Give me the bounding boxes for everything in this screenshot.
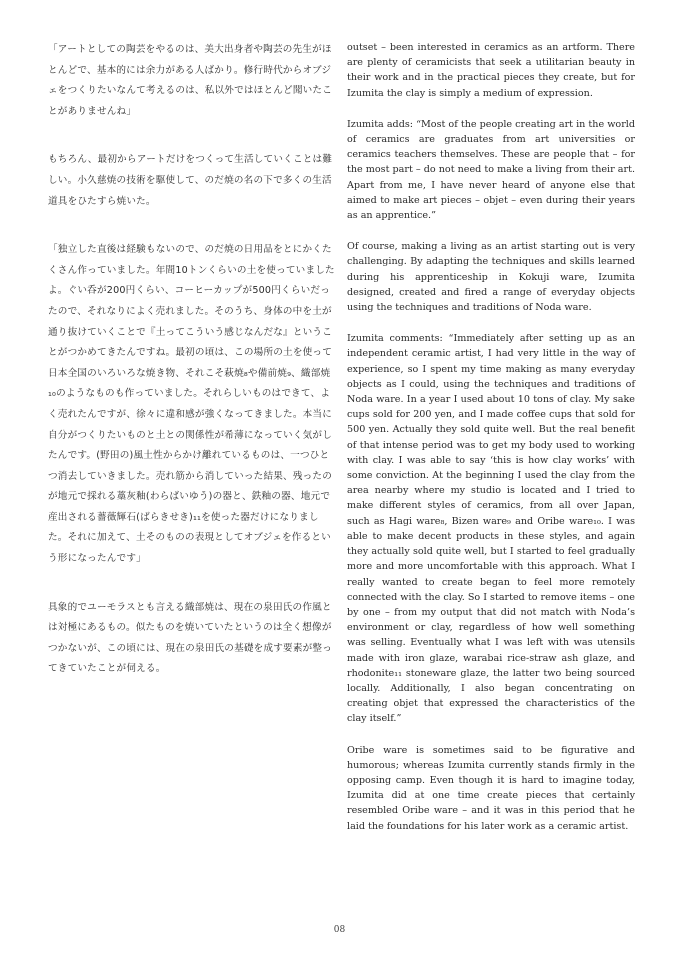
japanese-text-column bbox=[48, 40, 336, 708]
en-paragraph-2: Izumita adds: “Most of the people creating art in the world of ceramics are graduates from art universities or ceramics teachers themselves. These are people that – for the most part – do not need to make a living from their art. Apart from me, I have never heard of anyone else that aimed to make art pieces – objet – even during their years as an apprentice.” bbox=[347, 118, 635, 222]
jp-paragraph-3: 「独立した直後は経験もないので、のだ焼の日用品をとにかくたくさん作っていました。年間10トンくらいの土を使っていましたよ。ぐい呑が200円くらい、コーヒーカップが500円くらいだったので、それなりによく売れました。そのうち、身体の中を土が通り抜けていくことで『土ってこういう感じなんだな』ということがつかめてきたんですね。最初の頃は、この場所の土を使って日本全国のいろいろな焼き物、それこそ萩焼₈や備前焼₉、織部焼₁₀のようなものも作っていました。それらしいものはできて、よく売れたんですが、徐々に違和感が強くなってきました。本当に自分がつくりたいものと土との関係性が希薄になっていく気がしたんです。(野田の)風土性からかけ離れているものは、一つひとつ消去していきました。売れ筋から消していった結果、残ったのが地元で採れる藁灰釉(わらばいゆう)の器と、鉄釉の器、地元で産出される薔薇輝石(ばらきせき)₁₁を使った器だけになりました。それに加えて、土そのものの表現としてオブジェを作るという形になったんです」 bbox=[48, 244, 335, 565]
en-paragraph-5: Oribe ware is sometimes said to be figurative and humorous; whereas Izumita currently stands firmly in the opposing camp. Even though it is hard to imagine today, Izumita did at one time create pieces that certainly resembled Oribe ware – and it was in this period that he laid the foundations for his later work as a ceramic artist. bbox=[347, 744, 635, 832]
english-text-column bbox=[347, 40, 635, 850]
jp-paragraph-2: もちろん、最初からアートだけをつくって生活していくことは難しい。小久慈焼の技術を駆使して、のだ焼の名の下で多くの生活道具をひたすら焼いた。 bbox=[48, 154, 333, 207]
page-number: 08 bbox=[333, 925, 346, 935]
jp-paragraph-1: 「アートとしての陶芸をやるのは、美大出身者や陶芸の先生がほとんどで、基本的には余力がある人ばかり。修行時代からオブジェをつくりたいなんて考えるのは、私以外ではほとんど聞いたことがありませんね」 bbox=[48, 44, 333, 117]
jp-paragraph-4: 具象的でユーモラスとも言える織部焼は、現在の泉田氏の作風とは対極にあるもの。似たものを焼いていたというのは全く想像がつかないが、この頃には、現在の泉田氏の基礎を成す要素が整ってきていたことが伺える。 bbox=[48, 601, 333, 675]
en-paragraph-1: outset – been interested in ceramics as an artform. There are plenty of ceramicists that seek a utilitarian beauty in their work and in the practical pieces they create, but for Izumita the clay is simply a medium of expression. bbox=[347, 42, 635, 99]
en-paragraph-4: Izumita comments: “Immediately after setting up as an independent ceramic artist, I had very little in the way of experience, so I spent my time making as many everyday objects as I could, using the techniques and traditions of Noda ware. In a year I used about 10 tons of clay. My sake cups sold for 200 yen, and I made coffee cups that sold for 500 yen. Actually they sold quite well. But the real benefit of that intense period was to get my body used to working with clay. I was able to say ‘this is how clay works’ with some conviction. At the beginning I used the clay from the area nearby where my studio is located and I tried to make different styles of ceramics, from all over Japan, such as Hagi ware₈, Bizen ware₉ and Oribe ware₁₀. I was able to make decent products in these styles, and again they actually sold quite well, but I started to feel gradually more and more uncomfortable with this approach. What I really wanted to create began to feel more remotely connected with the clay. So I started to remove items – one by one – from my output that did not match with Noda’s environment or clay, regardless of how well something was selling. Eventually what I was left with was utensils made with iron glaze, warabai rice-straw ash glaze, and rhodonite₁₁ stoneware glaze, the latter two being sourced locally. Additionally, I also began concentrating on creating objet that expressed the characteristics of the clay itself.” bbox=[347, 333, 635, 725]
en-paragraph-3: Of course, making a living as an artist starting out is very challenging. By adapting the techniques and skills learned during his apprenticeship in Kokuji ware, Izumita designed, created and fired a range of everyday objects using the techniques and traditions of Noda ware. bbox=[347, 241, 635, 314]
